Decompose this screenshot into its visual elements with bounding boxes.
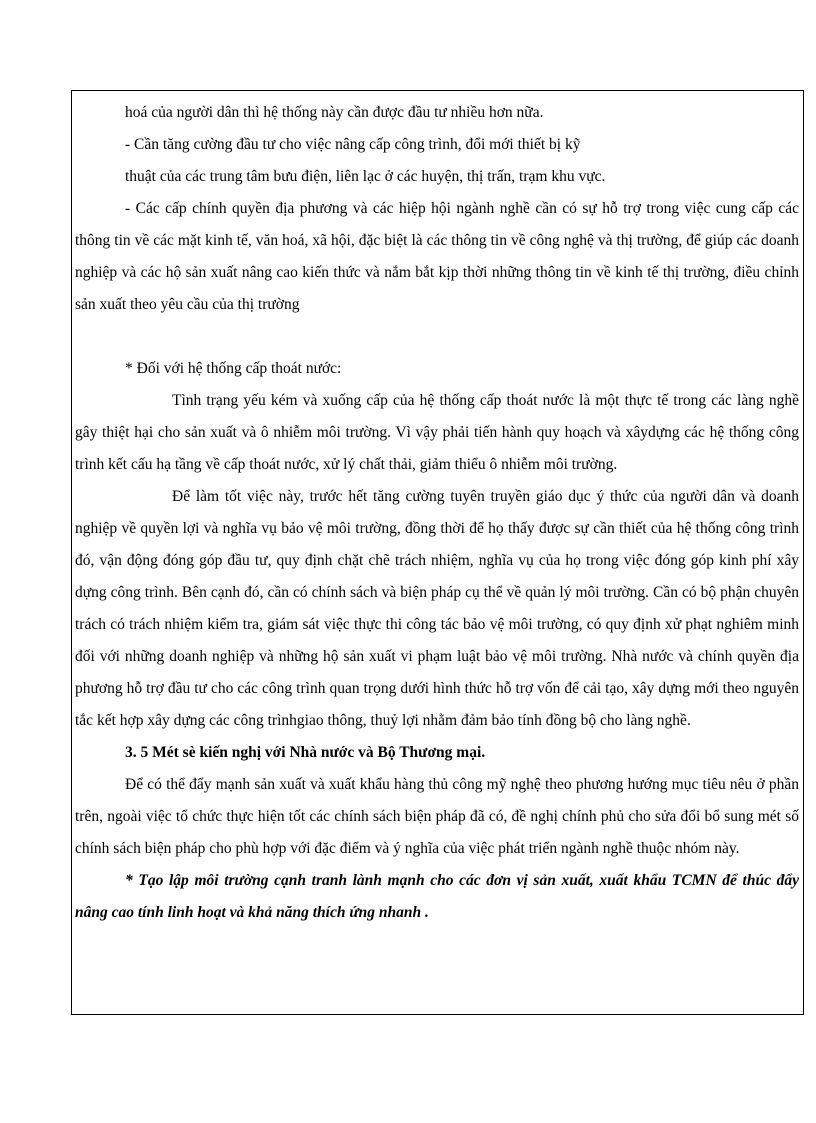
blank-line	[75, 321, 799, 353]
document-body	[75, 97, 799, 929]
paragraph-local-authorities: - Các cấp chính quyền địa phương và các hiệp hội ngành nghề cần có sự hỗ trợ trong việc cung cấp các thông tin về các mặt kinh tế, văn hoá, xã hội, đặc biệt là các thông tin về công nghệ và thị trường, để giúp các doanh nghiệp và các hộ sản xuất nâng cao kiến thức và nắm bắt kịp thời những thông tin về kinh tế thị trường, điều chỉnh sản xuất theo yêu cầu của thị trường	[75, 200, 799, 313]
paragraph-communication-investment: hoá của người dân thì hệ thống này cần được đầu tư nhiều hơn nữa.	[125, 104, 544, 121]
paragraph-environment-measures: Để làm tốt việc này, trước hết tăng cường tuyên truyền giáo dục ý thức của người dân và doanh nghiệp về quyền lợi và nghĩa vụ bảo vệ môi trường, đồng thời để họ thấy được sự cần thiết của hệ thống công trình đó, vận động đóng góp đầu tư, quy định chặt chẽ trách nhiệm, nghĩa vụ của họ trong việc đóng góp kinh phí xây dựng công trình. Bên cạnh đó, cần có chính sách và biện pháp cụ thể về quản lý môi trường. Cần có bộ phận chuyên trách có trách nhiệm kiểm tra, giám sát việc thực thi công tác bảo vệ môi trường, có quy định xử phạt nghiêm minh đối với những doanh nghiệp và những hộ sản xuất vi phạm luật bảo vệ môi trường. Nhà nước và chính quyền địa phương hỗ trợ đầu tư cho các công trình quan trọng dưới hình thức hỗ trợ vốn để cải tạo, xây dựng mới theo nguyên tắc kết hợp xây dựng các công trìnhgiao thông, thuỷ lợi nhằm đảm bảo tính đồng bộ cho làng nghề.	[75, 488, 799, 729]
paragraph-recommendations-intro: Để có thể đẩy mạnh sản xuất và xuất khẩu hàng thủ công mỹ nghệ theo phương hướng mục tiêu nêu ở phần trên, ngoài việc tổ chức thực hiện tốt các chính sách biện pháp đã có, đề nghị chính phủ cho sửa đổi bổ sung mét số chính sách biện pháp cho phù hợp với đặc điểm và ý nghĩa của việc phát triển ngành nghề thuộc nhóm này.	[75, 776, 799, 857]
paragraph-post-centers: thuật của các trung tâm bưu điện, liên lạc ở các huyện, thị trấn, trạm khu vực.	[125, 168, 606, 185]
paragraph-upgrade-works: - Cần tăng cường đầu tư cho việc nâng cấp công trình, đổi mới thiết bị kỹ	[125, 136, 581, 153]
paragraph-water-system-state: Tình trạng yếu kém và xuống cấp của hệ thống cấp thoát nước là một thực tế trong các làng nghề gây thiệt hại cho sản xuất và ô nhiễm môi trường. Vì vậy phải tiến hành quy hoạch và xâydựng các hệ thống công trình kết cấu hạ tầng về cấp thoát nước, xử lý chất thải, giảm thiểu ô nhiễm môi trường.	[75, 392, 799, 473]
section-water-supply: * Đối với hệ thống cấp thoát nước:	[125, 360, 342, 377]
paragraph-competitive-environment: * Tạo lập môi trường cạnh tranh lành mạnh cho các đơn vị sản xuất, xuất khẩu TCMN để thúc đẩy nâng cao tính linh hoạt và khả năng thích ứng nhanh .	[75, 872, 799, 921]
section-heading-recommendations: 3. 5 Mét sè kiến nghị với Nhà nước và Bộ Thương mại.	[125, 744, 486, 761]
